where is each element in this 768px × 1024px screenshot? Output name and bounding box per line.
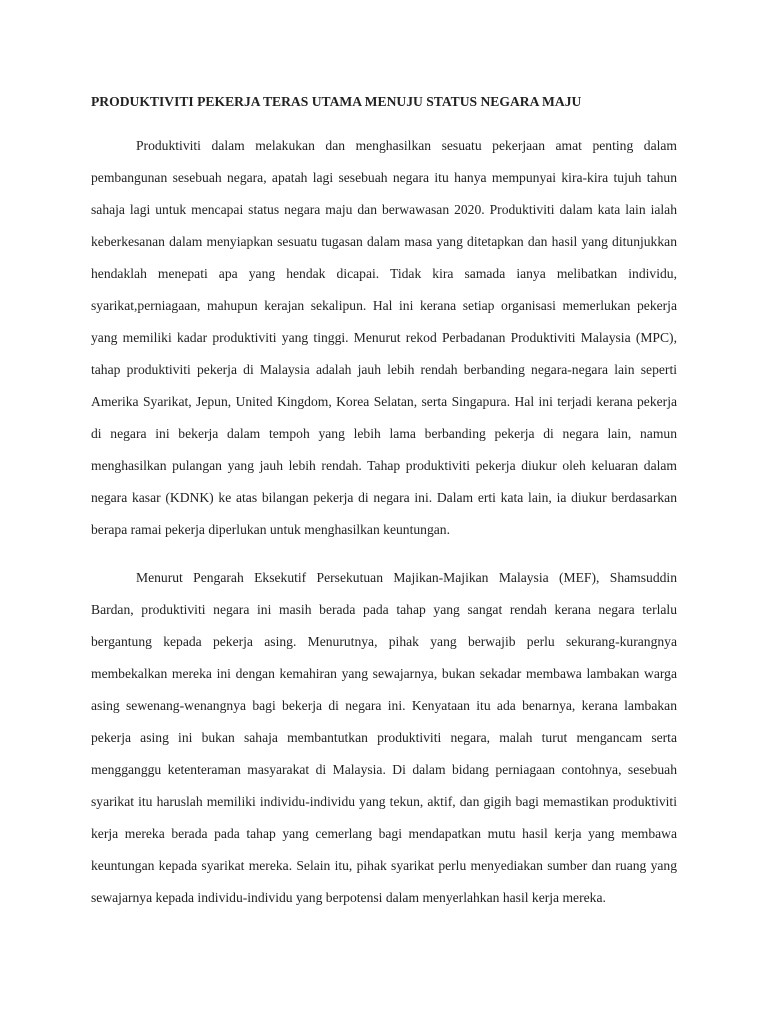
document-title: PRODUKTIVITI PEKERJA TERAS UTAMA MENUJU STATUS NEGARA MAJU: [91, 94, 582, 109]
paragraph-1-line-1: Produktiviti dalam melakukan dan menghasilkan sesuatu pekerjaan amat penting dalam: [136, 138, 677, 153]
paragraph-2-line-7: mengganggu ketenteraman masyarakat di Malaysia. Di dalam bidang perniagaan contohnya, sesebuah: [91, 762, 677, 777]
paragraph-2-line-6: pekerja asing ini bukan sahaja membantutkan produktiviti negara, malah turut mengancam serta: [91, 730, 677, 745]
paragraph-1-line-4: keberkesanan dalam menyiapkan sesuatu tugasan dalam masa yang ditetapkan dan hasil yang ditunjukkan: [91, 234, 677, 249]
paragraph-1-line-10: di negara ini bekerja dalam tempoh yang lebih lama berbanding pekerja di negara lain, namun: [91, 426, 677, 441]
paragraph-1-line-2: pembangunan sesebuah negara, apatah lagi sesebuah negara itu hanya mempunyai kira-kira tujuh tahun: [91, 170, 677, 185]
paragraph-1-line-3: sahaja lagi untuk mencapai status negara maju dan berwawasan 2020. Produktiviti dalam kata lain ialah: [91, 202, 677, 217]
paragraph-2-line-10: keuntungan kepada syarikat mereka. Selain itu, pihak syarikat perlu menyediakan sumber dan ruang yang: [91, 858, 677, 873]
paragraph-1-line-9: Amerika Syarikat, Jepun, United Kingdom, Korea Selatan, serta Singapura. Hal ini terjadi kerana pekerja: [91, 394, 677, 409]
paragraph-1-line-12: negara kasar (KDNK) ke atas bilangan pekerja di negara ini. Dalam erti kata lain, ia diukur berdasarkan: [91, 490, 677, 505]
paragraph-1-line-11: menghasilkan pulangan yang jauh lebih rendah. Tahap produktiviti pekerja diukur oleh keluaran dalam: [91, 458, 677, 473]
paragraph-2-line-2: Bardan, produktiviti negara ini masih berada pada tahap yang sangat rendah kerana negara terlalu: [91, 602, 677, 617]
paragraph-1-line-5: hendaklah menepati apa yang hendak dicapai. Tidak kira samada ianya melibatkan individu,: [91, 266, 677, 281]
paragraph-2-line-3: bergantung kepada pekerja asing. Menurutnya, pihak yang berwajib perlu sekurang-kurangnya: [91, 634, 677, 649]
paragraph-2-line-4: membekalkan mereka ini dengan kemahiran yang sewajarnya, bukan sekadar membawa lambakan warga: [91, 666, 677, 681]
paragraph-2-line-5: asing sewenang-wenangnya bagi bekerja di negara ini. Kenyataan itu ada benarnya, kerana lambakan: [91, 698, 677, 713]
paragraph-2-line-11: sewajarnya kepada individu-individu yang berpotensi dalam menyerlahkan hasil kerja mereka.: [91, 890, 606, 905]
paragraph-2-line-8: syarikat itu haruslah memiliki individu-individu yang tekun, aktif, dan gigih bagi memastikan produktiviti: [91, 794, 677, 809]
paragraph-1-line-8: tahap produktiviti pekerja di Malaysia adalah jauh lebih rendah berbanding negara-negara lain seperti: [91, 362, 677, 377]
paragraph-1-line-13: berapa ramai pekerja diperlukan untuk menghasilkan keuntungan.: [91, 522, 450, 537]
paragraph-2-line-1: Menurut Pengarah Eksekutif Persekutuan Majikan-Majikan Malaysia (MEF), Shamsuddin: [136, 570, 677, 585]
paragraph-2-line-9: kerja mereka berada pada tahap yang cemerlang bagi mendapatkan mutu hasil kerja yang membawa: [91, 826, 677, 841]
paragraph-1-line-6: syarikat,perniagaan, mahupun kerajan sekalipun. Hal ini kerana setiap organisasi memerlukan pekerja: [91, 298, 677, 313]
paragraph-1-line-7: yang memiliki kadar produktiviti yang tinggi. Menurut rekod Perbadanan Produktiviti Malaysia (MPC),: [91, 330, 677, 345]
